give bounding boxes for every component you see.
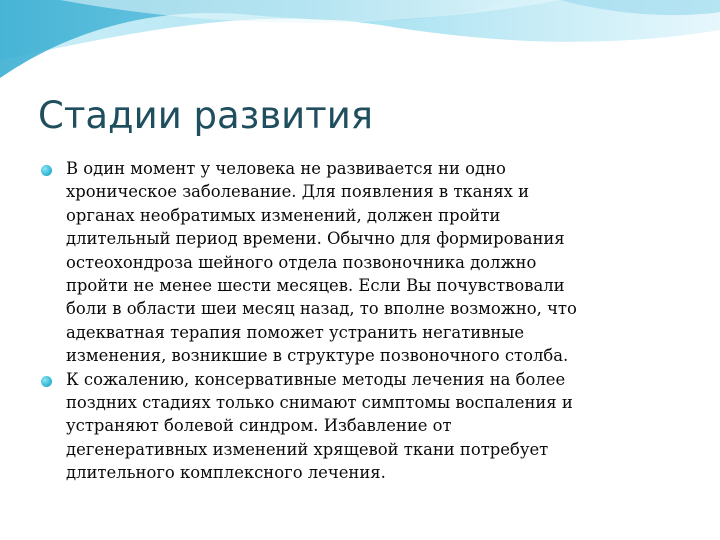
text-line: поздних стадиях только снимают симптомы воспаления и (66, 393, 573, 413)
text-line: боли в области шеи месяц назад, то вполне возможно, что (66, 299, 577, 319)
text-line: В один момент у человека не развивается ни одно (66, 159, 506, 178)
bullet-list (41, 157, 671, 485)
text-line: дегенеративных изменений хрящевой ткани потребует (66, 439, 549, 459)
text-line: длительный период времени. Обычно для формирования (66, 229, 565, 249)
text-line: адекватная терапия поможет устранить негативные (66, 322, 525, 342)
text-line: К сожалению, консервативные методы лечения на более (66, 369, 566, 389)
text-line: органах необратимых изменений, должен пройти (66, 205, 501, 225)
bullet-item (41, 368, 671, 485)
bullet-item (41, 157, 671, 368)
circle-bullet-icon (41, 165, 52, 176)
text-line: хроническое заболевание. Для появления в тканях и (66, 182, 530, 202)
text-line: остеохондроза шейного отдела позвоночника должно (66, 252, 537, 272)
text-line: устраняют болевой синдром. Избавление от (66, 416, 452, 436)
text-line: длительного комплексного лечения. (66, 463, 386, 483)
wave-decoration (0, 0, 720, 90)
text-line: изменения, возникшие в структуре позвоночного столба. (66, 346, 569, 366)
text-line: пройти не менее шести месяцев. Если Вы почувствовали (66, 276, 565, 296)
bullet-text (66, 368, 671, 485)
slide-title: Стадии развития (38, 94, 374, 137)
circle-bullet-icon (41, 376, 52, 387)
bullet-text (66, 157, 671, 368)
